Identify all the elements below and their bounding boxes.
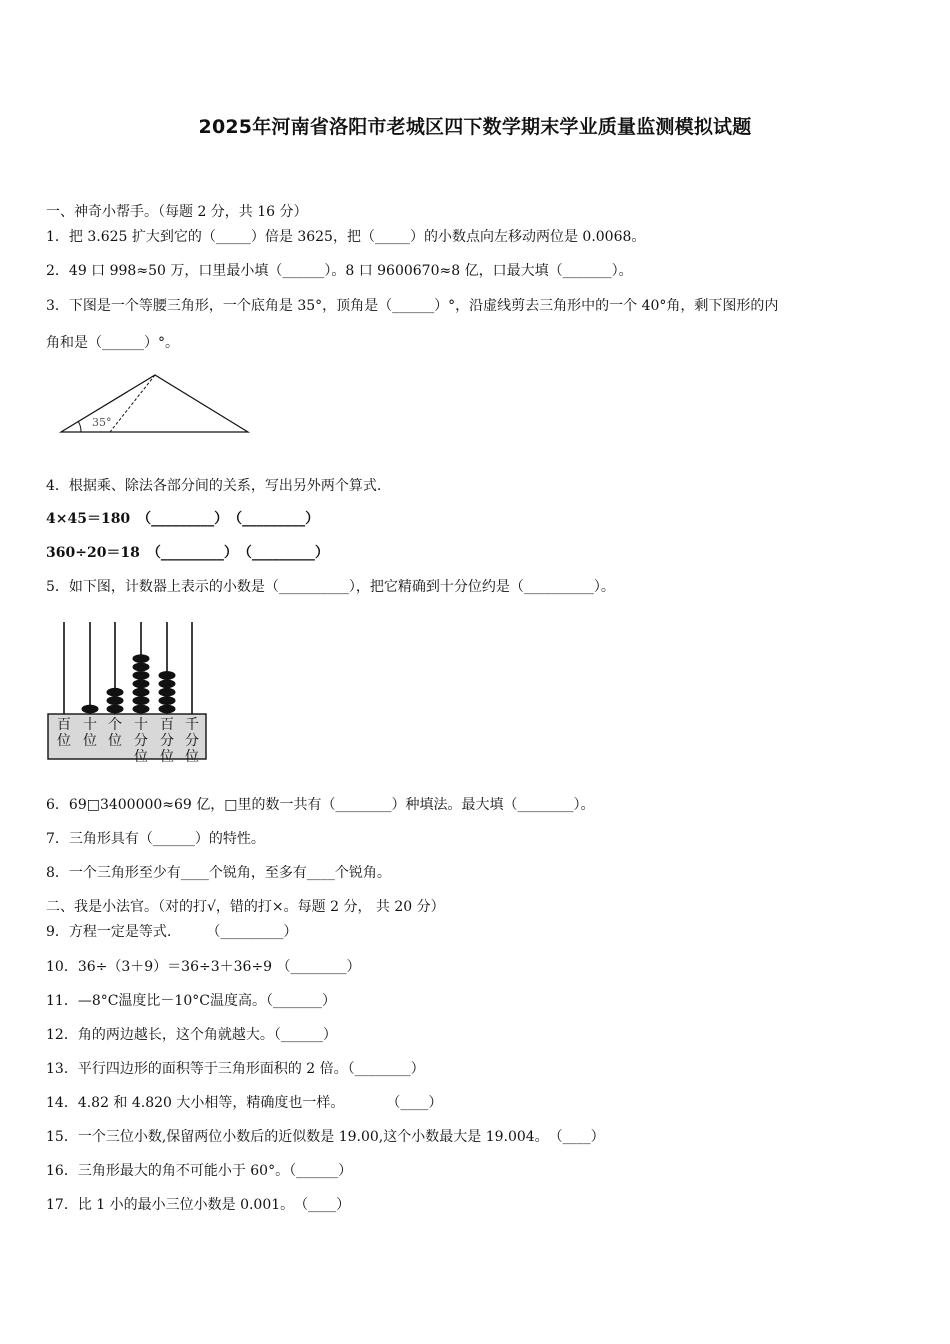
question-4-equation-2: 360÷20＝18 （_________） （_________） — [46, 545, 329, 561]
question-15: 15．一个三位小数,保留两位小数后的近似数是 19.00,这个小数最大是 19.004。 （____） — [46, 1129, 605, 1145]
abacus-bead — [107, 696, 124, 705]
question-14: 14．4.82 和 4.820 大小相等，精确度也一样。 （____） — [46, 1095, 443, 1111]
abacus-place-label: 个 — [108, 717, 122, 733]
abacus-place-label: 百 — [160, 717, 174, 733]
question-6: 6．69□3400000≈69 亿，□里的数一共有（________）种填法。最大填（________）。 — [46, 797, 595, 813]
abacus-bead — [133, 696, 150, 705]
question-7: 7．三角形具有（______）的特性。 — [46, 831, 265, 847]
abacus-bead — [133, 705, 150, 714]
abacus-bead — [159, 679, 176, 688]
page-title: 2025年河南省洛阳市老城区四下数学期末学业质量监测模拟试题 — [198, 116, 752, 138]
abacus-place-label: 位 — [185, 749, 199, 765]
counting-frame-figure — [44, 618, 214, 776]
abacus-bead — [159, 671, 176, 680]
abacus-bead — [159, 696, 176, 705]
abacus-place-label: 分 — [160, 733, 174, 749]
abacus-bead — [107, 705, 124, 714]
base-angle-label: 35° — [92, 416, 112, 429]
question-9: 9．方程一定是等式. （_________） — [46, 924, 298, 940]
abacus-place-label: 千 — [185, 717, 199, 733]
abacus-place-label: 位 — [134, 749, 148, 765]
question-3-line-2: 角和是（______）°。 — [46, 335, 179, 351]
abacus-bead — [133, 688, 150, 697]
abacus-bead — [133, 671, 150, 680]
abacus-place-label: 十 — [134, 717, 148, 733]
abacus-bead — [133, 679, 150, 688]
abacus-place-label: 位 — [57, 733, 71, 749]
question-3-line-1: 3．下图是一个等腰三角形，一个底角是 35°，顶角是（______）°，沿虚线剪去三角形中的一个 40°角，剩下图形的内 — [46, 298, 779, 314]
question-8: 8．一个三角形至少有____个锐角，至多有____个锐角。 — [46, 865, 391, 881]
question-11: 11．—8°C温度比－10°C温度高。（_______） — [46, 993, 336, 1009]
abacus-place-label: 位 — [108, 733, 122, 749]
abacus-place-label: 分 — [185, 733, 199, 749]
question-4-equation-1: 4×45＝180 （_________） （_________） — [46, 511, 320, 527]
abacus-bead — [159, 688, 176, 697]
abacus-place-label: 百 — [57, 717, 71, 733]
abacus-bead — [159, 705, 176, 714]
section-2-heading: 二、我是小法官。（对的打√，错的打×。每题 2 分， 共 20 分） — [46, 899, 445, 915]
question-4: 4．根据乘、除法各部分间的关系，写出另外两个算式. — [46, 478, 382, 494]
abacus-bead — [107, 688, 124, 697]
question-2: 2．49 口 998≈50 万，口里最小填（______）。8 口 9600670≈8 亿，口最大填（_______）。 — [46, 263, 633, 279]
abacus-place-label: 位 — [160, 749, 174, 765]
abacus-place-label: 分 — [134, 733, 148, 749]
abacus-bead — [82, 705, 99, 714]
isosceles-triangle-figure — [55, 368, 255, 440]
question-13: 13．平行四边形的面积等于三角形面积的 2 倍。（________） — [46, 1061, 425, 1077]
question-17: 17．比 1 小的最小三位小数是 0.001。 （____） — [46, 1197, 351, 1213]
question-10: 10．36÷（3＋9）＝36÷3＋36÷9 （________） — [46, 959, 361, 975]
section-1-heading: 一、神奇小帮手。（每题 2 分，共 16 分） — [46, 204, 308, 220]
question-1: 1．把 3.625 扩大到它的（_____）倍是 3625，把（_____）的小数点向左移动两位是 0.0068。 — [46, 229, 646, 245]
abacus-base — [48, 714, 206, 759]
abacus-place-label: 十 — [83, 717, 97, 733]
abacus-bead — [133, 663, 150, 672]
question-16: 16．三角形最大的角不可能小于 60°。（______） — [46, 1163, 353, 1179]
abacus-place-label: 位 — [83, 733, 97, 749]
abacus-bead — [133, 654, 150, 663]
question-12: 12．角的两边越长，这个角就越大。（______） — [46, 1027, 337, 1043]
question-5: 5．如下图，计数器上表示的小数是（__________），把它精确到十分位约是（__________）。 — [46, 579, 615, 595]
